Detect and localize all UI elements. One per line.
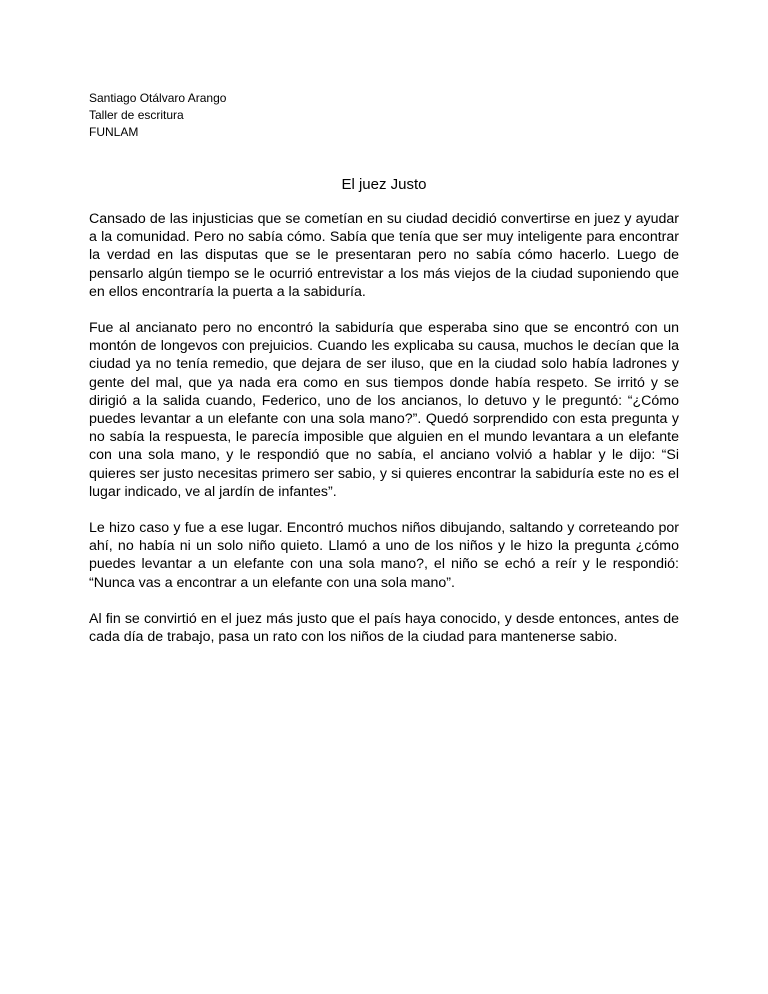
author-name: Santiago Otálvaro Arango bbox=[89, 91, 227, 105]
paragraph: Cansado de las injusticias que se cometían en su ciudad decidió convertirse en juez y ayudar a la comunidad. Pero no sabía cómo. Sabía que tenía que ser muy inteligente para encontrar la verdad en las disputas que se le presentaran pero no sabía cómo hacerlo. Luego de pensarlo algún tiempo se le ocurrió entrevistar a los más viejos de la ciudad suponiendo que en ellos encontraría la puerta a la sabiduría. bbox=[89, 211, 679, 300]
paragraph: Le hizo caso y fue a ese lugar. Encontró muchos niños dibujando, saltando y correteando por ahí, no había ni un solo niño quieto. Llamó a uno de los niños y le hizo la pregunta ¿cómo puedes levantar a un elefante con una sola mano?, el niño se echó a reír y le respondió: “Nunca vas a encontrar a un elefante con una sola mano”. bbox=[89, 520, 679, 591]
paragraph: Al fin se convirtió en el juez más justo que el país haya conocido, y desde entonces, antes de cada día de trabajo, pasa un rato con los niños de la ciudad para mantenerse sabio. bbox=[89, 610, 679, 646]
course-name: Taller de escritura bbox=[89, 108, 184, 122]
document-title: El juez Justo bbox=[341, 176, 427, 193]
paragraph: Fue al ancianato pero no encontró la sabiduría que esperaba sino que se encontró con un montón de longevos con prejuicios. Cuando les explicaba su causa, muchos le decían que la ciudad ya no tenía remedio, que dejara de ser iluso, que en la ciudad solo había ladrones y gente del mal, que ya nada era como en sus tiempos donde había respeto. Se irritó y se dirigió a la salida cuando, Federico, uno de los ancianos, lo detuvo y le preguntó: “¿Cómo puedes levantar a un elefante con una sola mano?”. Quedó sorprendido con esta pregunta y no sabía la respuesta, le parecía imposible que alguien en el mundo levantara a un elefante con una sola mano, y le respondió que no sabía, el anciano volvió a hablar y le dijo: “Si quieres ser justo necesitas primero ser sabio, y si quieres encontrar la sabiduría este no es el lugar indicado, ve al jardín de infantes”. bbox=[89, 320, 679, 500]
document-header bbox=[89, 90, 226, 141]
institution-name: FUNLAM bbox=[89, 125, 139, 139]
document-body bbox=[89, 210, 679, 664]
